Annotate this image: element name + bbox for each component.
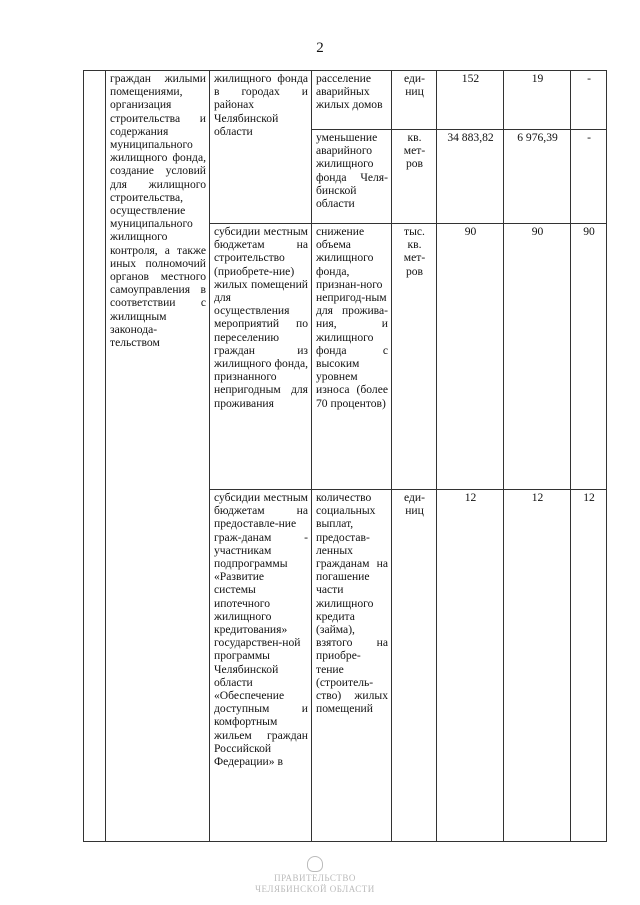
indicator-cell: расселение аварийных жилых домов (312, 71, 392, 130)
value-cell: - (571, 130, 607, 224)
coat-of-arms-icon (307, 856, 323, 872)
value-cell: 12 (571, 490, 607, 842)
unit-cell: еди-ниц (392, 490, 437, 842)
indicator-cell: уменьшение аварийного жилищного фонда Челя-бинской области (312, 130, 392, 224)
page-number: 2 (316, 40, 324, 56)
value-cell: - (571, 71, 607, 130)
value-cell: 152 (437, 71, 504, 130)
value-cell: 90 (504, 224, 571, 490)
measure-cell: субсидии местным бюджетам на предоставле-ние граж-данам - участникам подпрограммы «Развитие системы ипотечного жилищного кредитования» государствен-ной программы Челябинской области «Обеспечение доступным и комфортным жильем граждан Российской Федерации» в (210, 490, 312, 842)
value-cell: 12 (504, 490, 571, 842)
indicator-cell: снижение объема жилищного фонда, признан-ного непригод-ным для прожива-ния, и жилищного фонда с высоким уровнем износа (более 70 процентов) (312, 224, 392, 490)
value-cell: 6 976,39 (504, 130, 571, 224)
stamp-line-2: ЧЕЛЯБИНСКОЙ ОБЛАСТИ (255, 884, 375, 894)
unit-cell: кв. мет-ров (392, 130, 437, 224)
value-cell: 19 (504, 71, 571, 130)
value-cell: 12 (437, 490, 504, 842)
unit-cell: еди-ниц (392, 71, 437, 130)
unit-cell: тыс. кв. мет-ров (392, 224, 437, 490)
value-cell: 34 883,82 (437, 130, 504, 224)
number-cell (84, 71, 106, 842)
measure-cell: жилищного фонда в городах и районах Челябинской области (210, 71, 312, 224)
stamp-line-1: ПРАВИТЕЛЬСТВО (274, 873, 356, 883)
value-cell: 90 (437, 224, 504, 490)
task-description-cell: граждан жилыми помещениями, организация строительства и содержания муниципального жилищного фонда, создание условий для жилищного строительства, осуществление муниципального жилищного контроля, а также иных полномочий органов местного самоуправления в соответствии с жилищным законода-тельством (106, 71, 210, 842)
government-stamp (240, 856, 390, 895)
table-row (84, 71, 607, 130)
measure-cell: субсидии местным бюджетам на строительство (приобрете-ние) жилых помещений для осуществления мероприятий по переселению граждан из жилищного фонда, признанного непригодным для проживания (210, 224, 312, 490)
value-cell: 90 (571, 224, 607, 490)
indicator-cell: количество социальных выплат, предостав-ленных гражданам на погашение части жилищного кредита (займа), взятого на приобре-тение (строитель-ство) жилых помещений (312, 490, 392, 842)
program-table (83, 70, 607, 842)
